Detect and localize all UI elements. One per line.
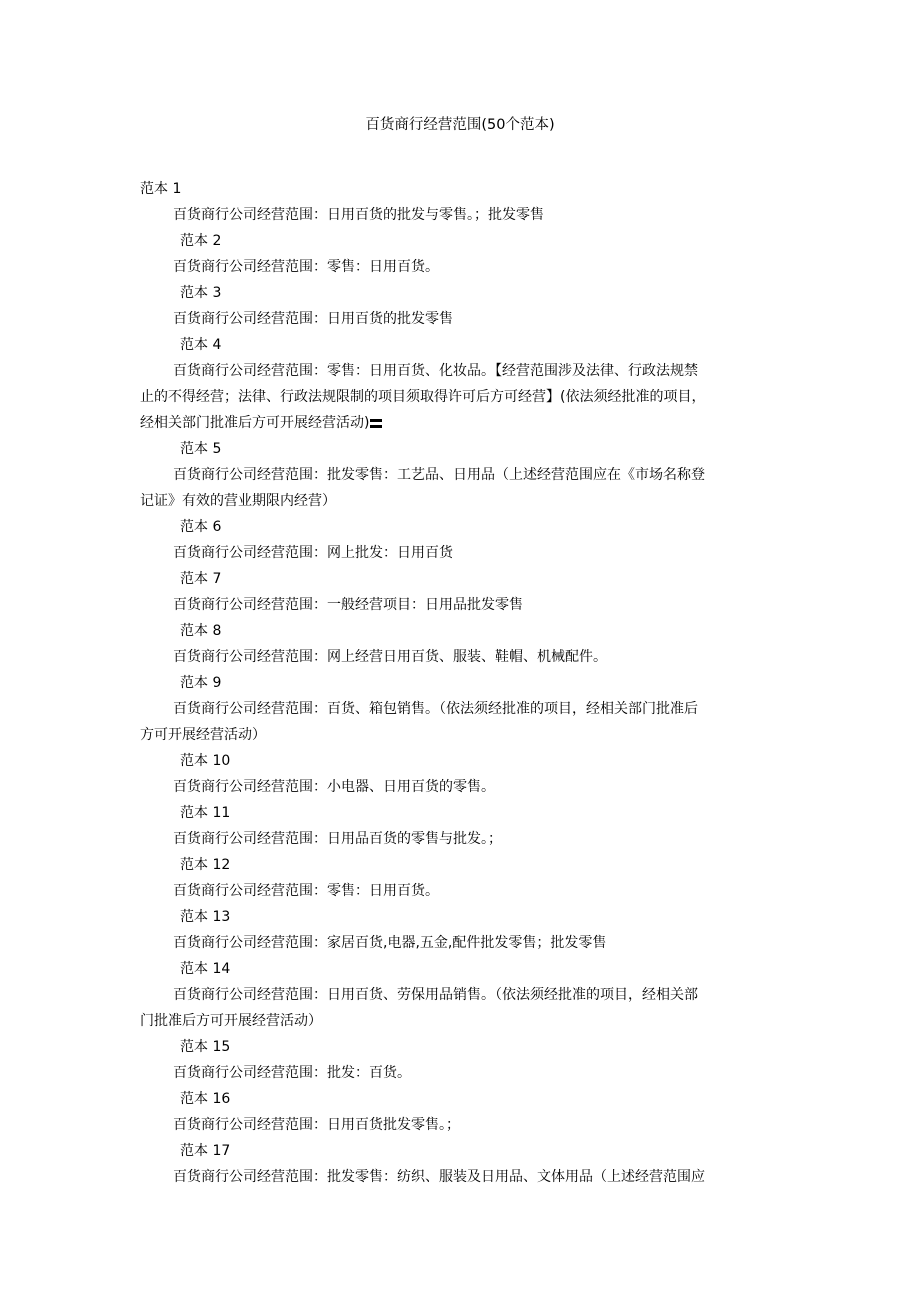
paragraph-line-text: 百货商行公司经营范围：日用百货的批发零售 [173, 311, 453, 327]
sample-heading-text: 范本 9 [180, 675, 222, 691]
paragraph-line [140, 592, 790, 618]
paragraph-line [140, 1112, 790, 1138]
sample-heading [140, 176, 790, 202]
paragraph-line [140, 826, 790, 852]
sample-heading-text: 范本 4 [180, 337, 222, 353]
paragraph-continuation [140, 722, 790, 748]
sample-heading-text: 范本 12 [180, 857, 231, 873]
paragraph-continuation-text: 止的不得经营；法律、行政法规限制的项目须取得许可后方可经营】(依法须经批准的项目， [140, 389, 706, 405]
sample-heading-text: 范本 3 [180, 285, 222, 301]
sample-heading [140, 956, 790, 982]
paragraph-line-text: 百货商行公司经营范围：批发零售：工艺品、日用品（上述经营范围应在《市场名称登 [173, 467, 705, 483]
sample-heading [140, 904, 790, 930]
paragraph-line-text: 百货商行公司经营范围：日用百货的批发与零售。；批发零售 [173, 207, 544, 223]
paragraph-line-text: 百货商行公司经营范围：一般经营项目：日用品批发零售 [173, 597, 523, 613]
sample-heading [140, 852, 790, 878]
sample-heading-text: 范本 1 [140, 181, 182, 197]
paragraph-line-text: 百货商行公司经营范围：零售：日用百货。 [173, 259, 439, 275]
sample-heading [140, 670, 790, 696]
paragraph-line-text: 百货商行公司经营范围：日用百货批发零售。； [173, 1117, 460, 1133]
sample-heading [140, 228, 790, 254]
paragraph-line-text: 百货商行公司经营范围：零售：日用百货。 [173, 883, 439, 899]
paragraph-line [140, 306, 790, 332]
paragraph-line [140, 462, 790, 488]
paragraph-line [140, 540, 790, 566]
sample-heading [140, 748, 790, 774]
document-title: 百货商行经营范围(50个范本) [365, 117, 555, 133]
sample-heading-text: 范本 14 [180, 961, 231, 977]
paragraph-line-text: 百货商行公司经营范围：批发：百货。 [173, 1065, 411, 1081]
paragraph-continuation-text: 经相关部门批准后方可开展经营活动) [140, 415, 370, 431]
sample-heading [140, 1034, 790, 1060]
sample-heading [140, 436, 790, 462]
sample-heading [140, 566, 790, 592]
paragraph-line [140, 254, 790, 280]
sample-heading-text: 范本 16 [180, 1091, 231, 1107]
paragraph-line [140, 358, 790, 384]
paragraph-line [140, 202, 790, 228]
paragraph-line [140, 696, 790, 722]
paragraph-line-text: 百货商行公司经营范围：小电器、日用百货的零售。 [173, 779, 495, 795]
sample-heading-text: 范本 6 [180, 519, 222, 535]
paragraph-line [140, 1060, 790, 1086]
sample-heading-text: 范本 11 [180, 805, 231, 821]
sample-heading-text: 范本 8 [180, 623, 222, 639]
sample-heading [140, 1086, 790, 1112]
sample-heading-text: 范本 15 [180, 1039, 231, 1055]
paragraph-continuation-text: 门批准后方可开展经营活动） [140, 1013, 322, 1029]
paragraph-line-text: 百货商行公司经营范围：批发零售：纺织、服装及日用品、文体用品（上述经营范围应 [173, 1169, 705, 1185]
sample-heading [140, 618, 790, 644]
sample-heading [140, 800, 790, 826]
sample-heading [140, 1138, 790, 1164]
sample-heading-text: 范本 5 [180, 441, 222, 457]
paragraph-line-text: 百货商行公司经营范围：日用品百货的零售与批发。； [173, 831, 502, 847]
paragraph-line [140, 930, 790, 956]
paragraph-line [140, 1164, 790, 1190]
sample-heading [140, 280, 790, 306]
paragraph-continuation-text: 方可开展经营活动） [140, 727, 266, 743]
paragraph-line-text: 百货商行公司经营范围：日用百货、劳保用品销售。（依法须经批准的项目，经相关部 [173, 987, 698, 1003]
paragraph-line [140, 774, 790, 800]
paragraph-line [140, 982, 790, 1008]
double-bar-mark-icon [370, 419, 382, 428]
paragraph-line-text: 百货商行公司经营范围：网上批发：日用百货 [173, 545, 453, 561]
document-body [140, 176, 790, 1190]
paragraph-line [140, 644, 790, 670]
paragraph-continuation [140, 488, 790, 514]
paragraph-line-text: 百货商行公司经营范围：网上经营日用百货、服装、鞋帽、机械配件。 [173, 649, 607, 665]
sample-heading [140, 514, 790, 540]
sample-heading-text: 范本 2 [180, 233, 222, 249]
paragraph-continuation-text: 记证》有效的营业期限内经营） [140, 493, 336, 509]
paragraph-continuation [140, 1008, 790, 1034]
paragraph-continuation [140, 410, 790, 436]
paragraph-continuation [140, 384, 790, 410]
paragraph-line-text: 百货商行公司经营范围：零售：日用百货、化妆品。【经营范围涉及法律、行政法规禁 [173, 363, 698, 379]
paragraph-line-text: 百货商行公司经营范围：家居百货,电器,五金,配件批发零售；批发零售 [173, 935, 607, 951]
sample-heading [140, 332, 790, 358]
paragraph-line [140, 878, 790, 904]
sample-heading-text: 范本 10 [180, 753, 231, 769]
sample-heading-text: 范本 7 [180, 571, 222, 587]
paragraph-line-text: 百货商行公司经营范围：百货、箱包销售。（依法须经批准的项目，经相关部门批准后 [173, 701, 698, 717]
sample-heading-text: 范本 17 [180, 1143, 231, 1159]
sample-heading-text: 范本 13 [180, 909, 231, 925]
